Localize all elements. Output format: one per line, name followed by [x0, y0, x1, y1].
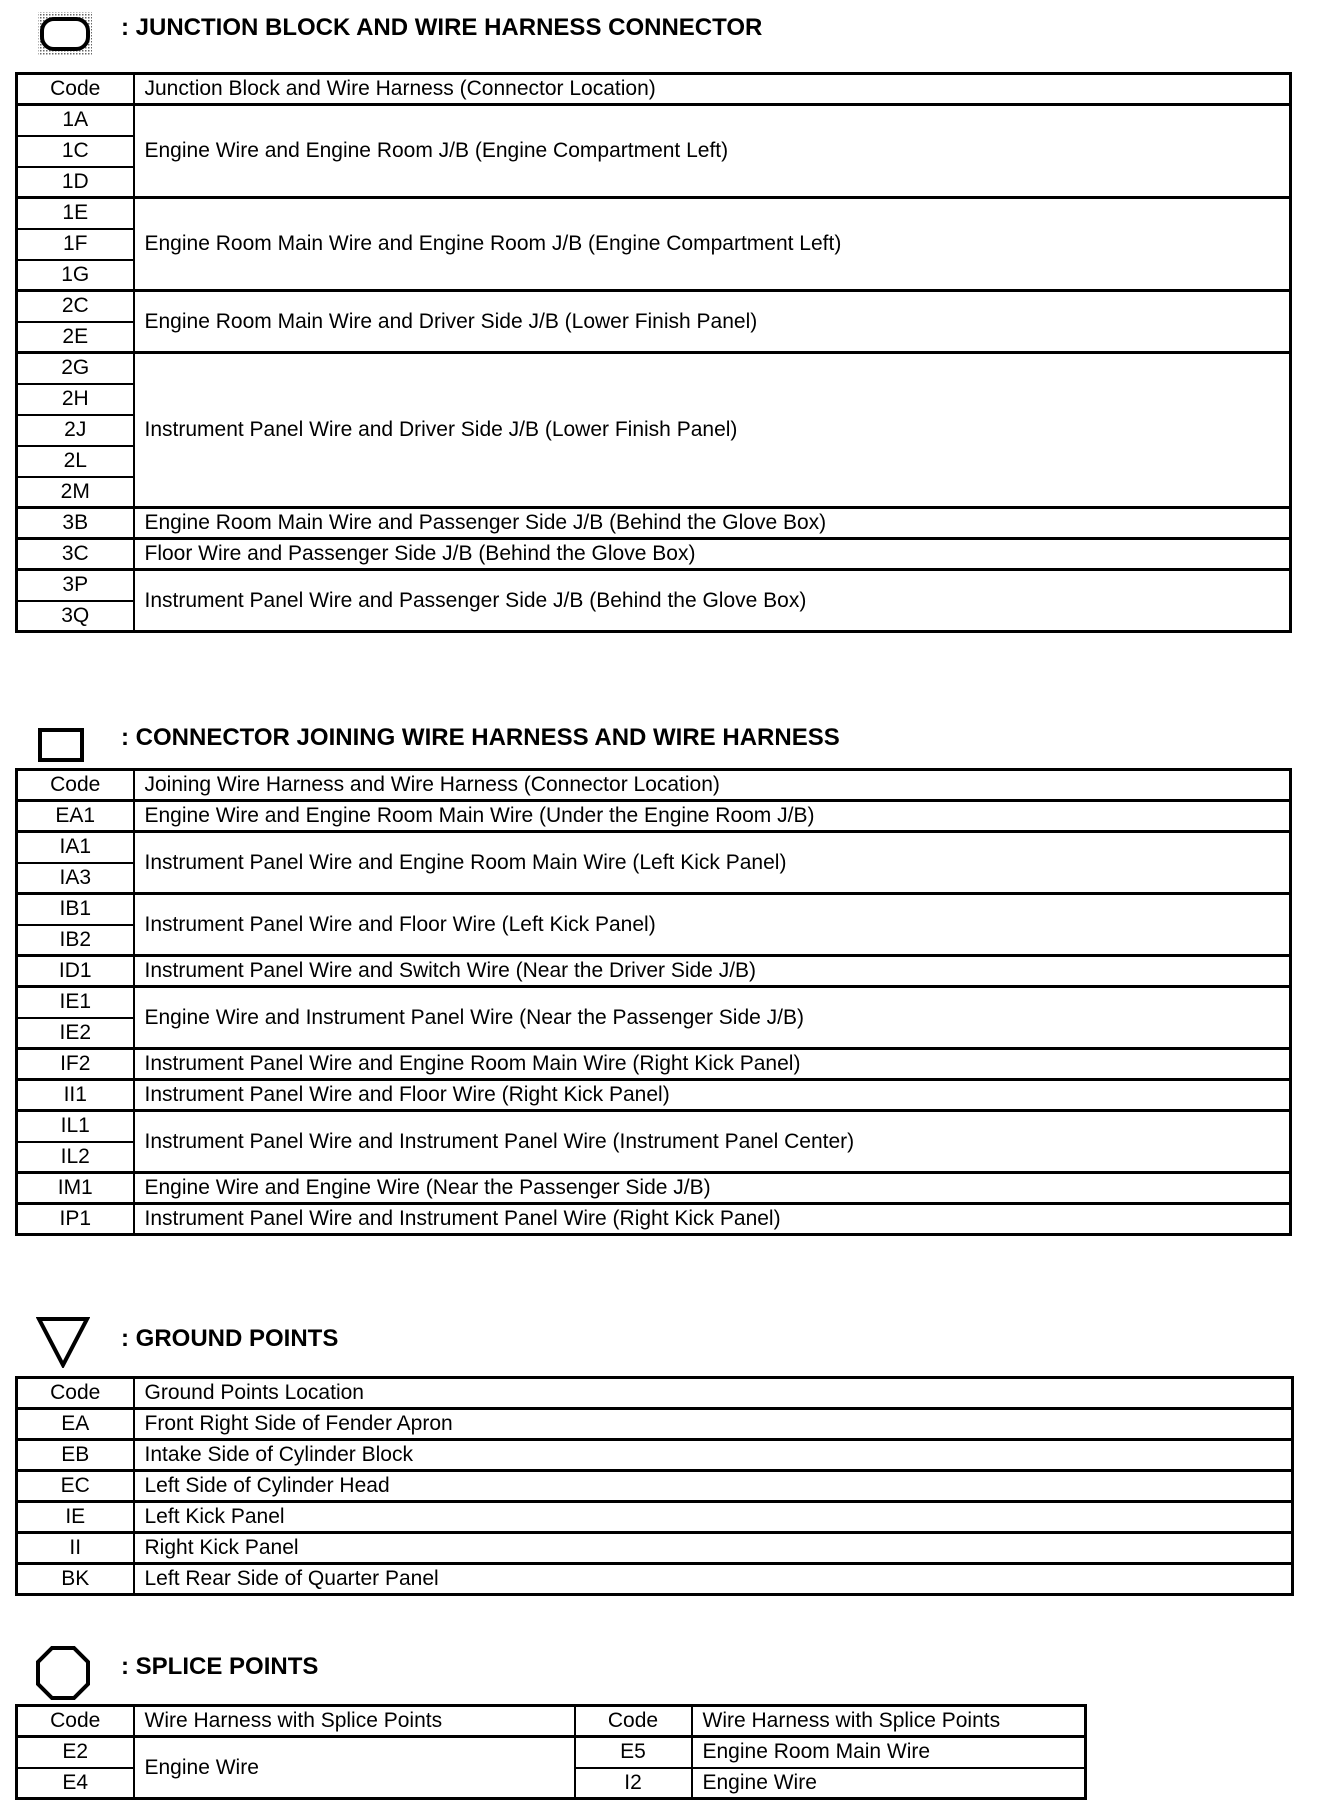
description-cell: Right Kick Panel [134, 1533, 1293, 1564]
code-cell: IB2 [17, 925, 134, 956]
code-cell: IE2 [17, 1018, 134, 1049]
code-cell: IE [17, 1502, 134, 1533]
code-cell: 1F [17, 229, 134, 260]
description-cell: Engine Wire [692, 1768, 1086, 1799]
code-cell: 2H [17, 384, 134, 415]
code-cell: IF2 [17, 1049, 134, 1080]
description-cell: Instrument Panel Wire and Engine Room Main Wire (Left Kick Panel) [134, 832, 1291, 894]
code-cell: E2 [17, 1737, 134, 1768]
table-header-row [17, 1378, 1293, 1409]
code-cell: 2C [17, 291, 134, 322]
header-code: Code [575, 1706, 692, 1737]
rounded-rect-shaded-icon [37, 11, 93, 57]
table-header-row [17, 770, 1291, 801]
splice-table [15, 1704, 1087, 1800]
header-description: Ground Points Location [134, 1378, 1293, 1409]
table-header-row [17, 74, 1291, 105]
table-row [17, 1564, 1293, 1595]
description-cell: Instrument Panel Wire and Passenger Side J/B (Behind the Glove Box) [134, 570, 1291, 632]
table-row [17, 291, 1291, 322]
description-cell: Left Side of Cylinder Head [134, 1471, 1293, 1502]
table-row [17, 1204, 1291, 1235]
description-cell: Instrument Panel Wire and Driver Side J/B (Lower Finish Panel) [134, 353, 1291, 508]
code-cell: 3B [17, 508, 134, 539]
header-code: Code [17, 770, 134, 801]
description-cell: Front Right Side of Fender Apron [134, 1409, 1293, 1440]
table-row [17, 987, 1291, 1018]
table-row [17, 832, 1291, 863]
table-row [17, 1471, 1293, 1502]
header-code: Code [17, 1378, 134, 1409]
table-row [17, 1409, 1293, 1440]
table-row [17, 1533, 1293, 1564]
code-cell: IA1 [17, 832, 134, 863]
header-description: Wire Harness with Splice Points [134, 1706, 575, 1737]
table-row [17, 105, 1291, 136]
junction-table [15, 72, 1292, 633]
header-description: Joining Wire Harness and Wire Harness (Connector Location) [134, 770, 1291, 801]
section-title-ground: : GROUND POINTS [121, 1325, 339, 1352]
description-cell: Left Rear Side of Quarter Panel [134, 1564, 1293, 1595]
description-cell: Engine Wire and Instrument Panel Wire (Near the Passenger Side J/B) [134, 987, 1291, 1049]
section-title-splice: : SPLICE POINTS [121, 1653, 319, 1680]
table-row [17, 894, 1291, 925]
header-description: Wire Harness with Splice Points [692, 1706, 1086, 1737]
code-cell: E5 [575, 1737, 692, 1768]
code-cell: II1 [17, 1080, 134, 1111]
code-cell: IM1 [17, 1173, 134, 1204]
code-cell: IL1 [17, 1111, 134, 1142]
table-row [17, 1440, 1293, 1471]
table-row [17, 539, 1291, 570]
table-row [17, 1173, 1291, 1204]
code-cell: EA [17, 1409, 134, 1440]
description-cell: Instrument Panel Wire and Floor Wire (Right Kick Panel) [134, 1080, 1291, 1111]
table-row [17, 353, 1291, 384]
code-cell: 2L [17, 446, 134, 477]
table-row [17, 1111, 1291, 1142]
table-row [17, 1737, 1086, 1768]
header-code: Code [17, 1706, 134, 1737]
description-cell: Engine Room Main Wire and Passenger Side J/B (Behind the Glove Box) [134, 508, 1291, 539]
code-cell: 1A [17, 105, 134, 136]
table-row [17, 1049, 1291, 1080]
ground-table [15, 1376, 1294, 1596]
section-title-junction: : JUNCTION BLOCK AND WIRE HARNESS CONNECTOR [121, 14, 763, 41]
code-cell: 2G [17, 353, 134, 384]
table-row [17, 801, 1291, 832]
code-cell: EA1 [17, 801, 134, 832]
code-cell: 1D [17, 167, 134, 198]
table-row [17, 508, 1291, 539]
description-cell: Instrument Panel Wire and Floor Wire (Left Kick Panel) [134, 894, 1291, 956]
description-cell: Engine Room Main Wire and Driver Side J/B (Lower Finish Panel) [134, 291, 1291, 353]
description-cell: Intake Side of Cylinder Block [134, 1440, 1293, 1471]
description-cell: Engine Wire and Engine Wire (Near the Passenger Side J/B) [134, 1173, 1291, 1204]
code-cell: ID1 [17, 956, 134, 987]
code-cell: BK [17, 1564, 134, 1595]
table-row [17, 956, 1291, 987]
octagon-icon [35, 1645, 91, 1701]
header-code: Code [17, 74, 134, 105]
code-cell: 1C [17, 136, 134, 167]
description-cell: Instrument Panel Wire and Instrument Panel Wire (Instrument Panel Center) [134, 1111, 1291, 1173]
description-cell: Engine Wire and Engine Room J/B (Engine Compartment Left) [134, 105, 1291, 198]
code-cell: 3P [17, 570, 134, 601]
code-cell: EB [17, 1440, 134, 1471]
section-title-connector: : CONNECTOR JOINING WIRE HARNESS AND WIRE HARNESS [121, 724, 840, 751]
description-cell: Instrument Panel Wire and Engine Room Main Wire (Right Kick Panel) [134, 1049, 1291, 1080]
table-row [17, 1080, 1291, 1111]
code-cell: IA3 [17, 863, 134, 894]
code-cell: 2E [17, 322, 134, 353]
description-cell: Engine Room Main Wire and Engine Room J/B (Engine Compartment Left) [134, 198, 1291, 291]
code-cell: 1G [17, 260, 134, 291]
description-cell: Floor Wire and Passenger Side J/B (Behind the Glove Box) [134, 539, 1291, 570]
code-cell: 1E [17, 198, 134, 229]
code-cell: I2 [575, 1768, 692, 1799]
header-description: Junction Block and Wire Harness (Connector Location) [134, 74, 1291, 105]
code-cell: IE1 [17, 987, 134, 1018]
triangle-down-icon [36, 1316, 90, 1368]
table-row [17, 570, 1291, 601]
code-cell: IP1 [17, 1204, 134, 1235]
description-cell: Left Kick Panel [134, 1502, 1293, 1533]
code-cell: 2J [17, 415, 134, 446]
code-cell: II [17, 1533, 134, 1564]
rectangle-icon [38, 728, 84, 762]
code-cell: IL2 [17, 1142, 134, 1173]
description-cell: Instrument Panel Wire and Switch Wire (Near the Driver Side J/B) [134, 956, 1291, 987]
code-cell: IB1 [17, 894, 134, 925]
code-cell: 2M [17, 477, 134, 508]
code-cell: E4 [17, 1768, 134, 1799]
connector-table [15, 768, 1292, 1236]
code-cell: EC [17, 1471, 134, 1502]
code-cell: 3Q [17, 601, 134, 632]
table-row [17, 198, 1291, 229]
description-cell: Engine Room Main Wire [692, 1737, 1086, 1768]
table-header-row [17, 1706, 1086, 1737]
table-row [17, 1502, 1293, 1533]
code-cell: 3C [17, 539, 134, 570]
description-cell: Instrument Panel Wire and Instrument Panel Wire (Right Kick Panel) [134, 1204, 1291, 1235]
description-cell: Engine Wire [134, 1737, 575, 1799]
description-cell: Engine Wire and Engine Room Main Wire (Under the Engine Room J/B) [134, 801, 1291, 832]
